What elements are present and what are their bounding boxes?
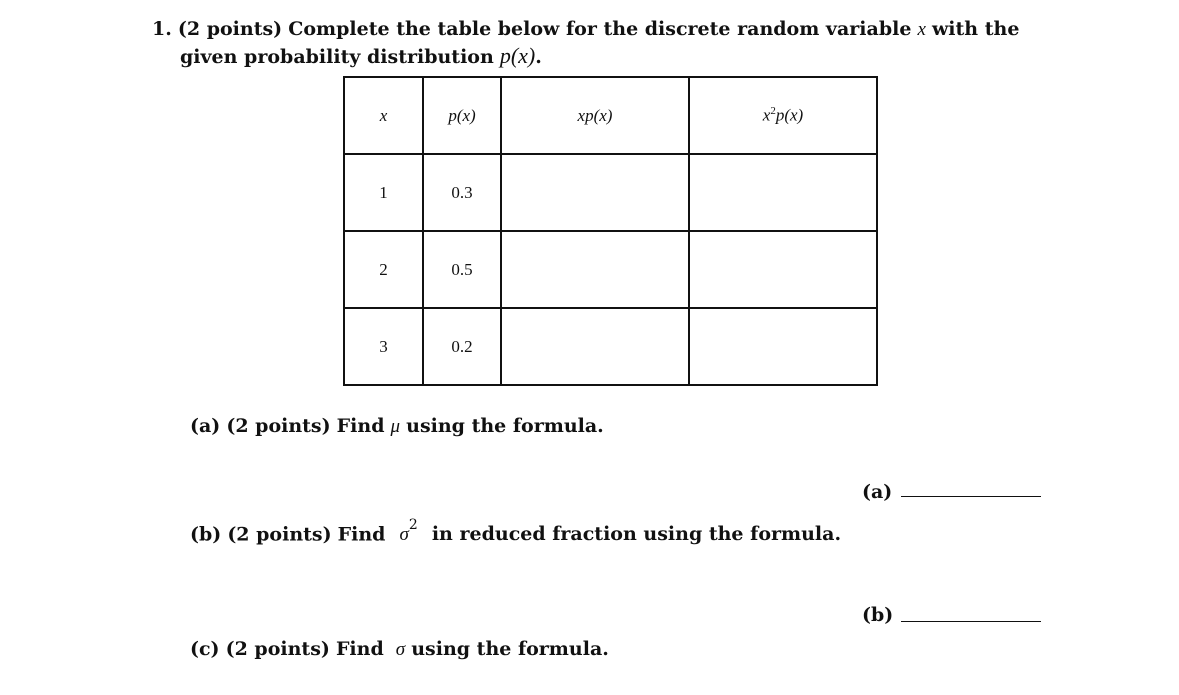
cell-p: 0.2: [423, 308, 501, 385]
part-b-rest: in reduced fraction using the formula.: [431, 523, 842, 546]
part-a-rest: using the formula.: [406, 415, 604, 437]
cell-p: 0.5: [423, 231, 501, 308]
question-with-the: with the: [931, 18, 1020, 40]
part-a-label: (a): [190, 415, 221, 437]
header-x2px: [689, 77, 877, 154]
answer-b-line[interactable]: [901, 621, 1041, 622]
part-a-points: (2 points): [226, 415, 331, 437]
answer-b-label: (b): [862, 604, 894, 626]
cell-p: 0.3: [423, 154, 501, 231]
cell-x: 1: [344, 154, 423, 231]
part-b: [190, 517, 841, 547]
answer-a-label: (a): [862, 481, 893, 503]
question-var-x: x: [917, 19, 926, 40]
question-px-expr: p(x): [499, 43, 536, 68]
header-px: p(x): [423, 77, 501, 154]
header-x2-base: x: [762, 105, 771, 125]
header-xpx: xp(x): [501, 77, 689, 154]
part-c-find: Find: [335, 638, 384, 660]
cell-x2p[interactable]: [689, 154, 877, 231]
cell-x: 2: [344, 231, 423, 308]
header-x2-tail: p(x): [775, 105, 804, 125]
question-period: .: [535, 46, 542, 68]
part-c-rest: using the formula.: [411, 638, 609, 660]
part-b-sup: 2: [408, 517, 418, 533]
table-row: [344, 154, 877, 231]
part-a-symbol: μ: [390, 416, 401, 437]
part-a-find: Find: [336, 415, 385, 437]
question-points: (2 points): [177, 18, 283, 40]
question-number: 1.: [152, 18, 172, 40]
part-c-label: (c): [190, 638, 220, 660]
answer-a-line[interactable]: [901, 496, 1041, 497]
question-line-1: [152, 17, 1019, 42]
part-b-points: (2 points): [227, 523, 332, 546]
part-c-points: (2 points): [225, 638, 330, 660]
part-a: [190, 414, 604, 439]
table-row: [344, 308, 877, 385]
cell-x2p[interactable]: [689, 231, 877, 308]
cell-x: 3: [344, 308, 423, 385]
part-b-label: (b): [190, 523, 222, 546]
table-header-row: [344, 77, 877, 154]
probability-table: [343, 76, 878, 386]
question-text-1: Complete the table below for the discrete random variable: [288, 18, 912, 40]
cell-xp[interactable]: [501, 231, 689, 308]
part-b-symbol: σ: [399, 524, 409, 546]
header-x: x: [344, 77, 423, 154]
question-line-2: [180, 44, 542, 69]
header-x2-sup: 2: [770, 105, 776, 118]
part-c-symbol: σ: [395, 639, 406, 660]
table-row: [344, 231, 877, 308]
cell-xp[interactable]: [501, 154, 689, 231]
question-text-2: given probability distribution: [180, 46, 494, 68]
cell-xp[interactable]: [501, 308, 689, 385]
part-c: [190, 637, 609, 662]
part-b-find: Find: [337, 523, 386, 546]
cell-x2p[interactable]: [689, 308, 877, 385]
